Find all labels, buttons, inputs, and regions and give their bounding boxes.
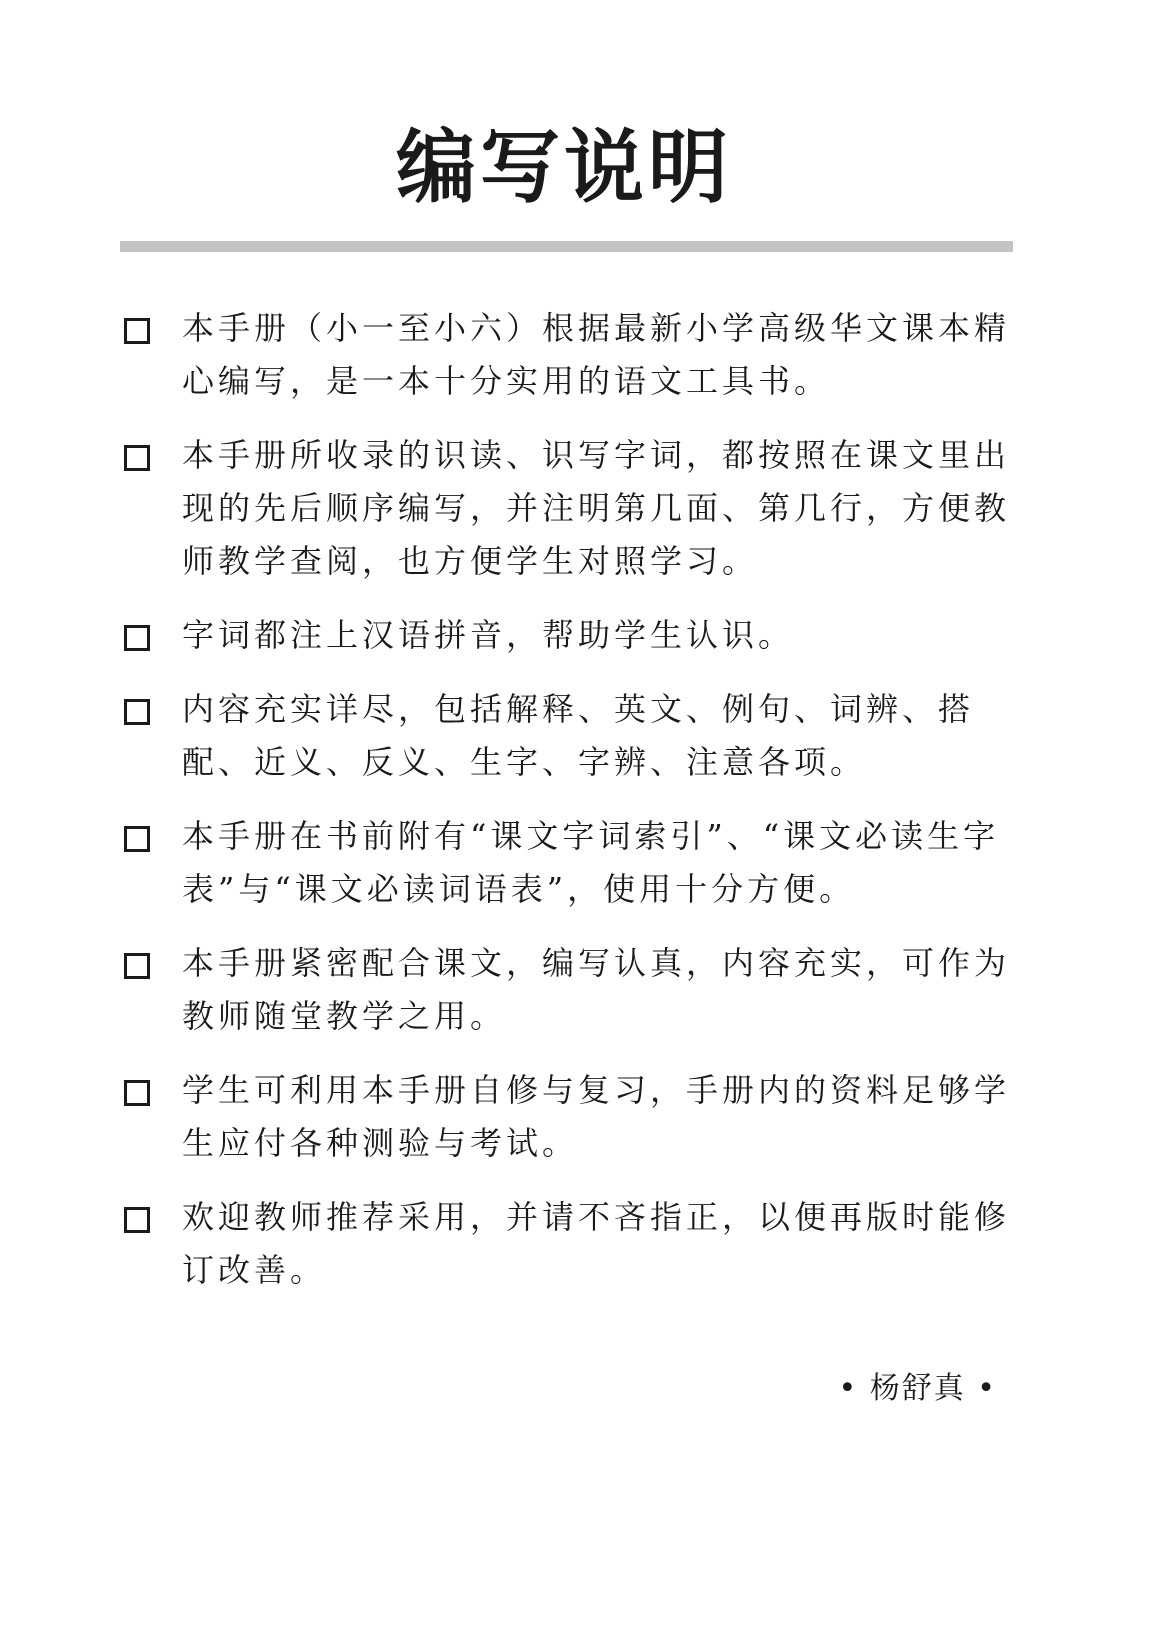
list-item-text: 欢迎教师推荐采用，并请不吝指正，以便再版时能修订改善。 (182, 1198, 1011, 1289)
list-item (120, 937, 1020, 1043)
list-item-text: 学生可利用本手册自修与复习，手册内的资料足够学生应付各种测验与考试。 (182, 1071, 1011, 1162)
checkbox-icon (124, 1207, 150, 1233)
list-item-text: 本手册所收录的识读、识写字词，都按照在课文里出现的先后顺序编写，并注明第几面、第几行，方便教师教学查阅，也方便学生对照学习。 (182, 436, 1011, 580)
list-item (120, 683, 1020, 789)
checkbox-icon (124, 318, 150, 344)
list-item (120, 1191, 1020, 1297)
checkbox-icon (124, 625, 150, 651)
notes-list (120, 302, 1020, 1318)
checkbox-icon (124, 953, 150, 979)
list-item (120, 609, 1020, 662)
list-item (120, 810, 1020, 916)
list-item (120, 429, 1020, 588)
list-item (120, 1064, 1020, 1170)
checkbox-icon (124, 445, 150, 471)
list-item-text: 字词都注上汉语拼音，帮助学生认识。 (182, 616, 795, 654)
list-item-text: 本手册（小一至小六）根据最新小学高级华文课本精心编写，是一本十分实用的语文工具书。 (182, 309, 1011, 400)
checkbox-icon (124, 826, 150, 852)
page-title: 编写说明 (396, 121, 732, 214)
author-signature: • 杨舒真 • (838, 1371, 997, 1406)
list-item-text: 本手册在书前附有“课文字词索引”、“课文必读生字表”与“课文必读词语表”，使用十分方便。 (182, 817, 1000, 908)
list-item-text: 内容充实详尽，包括解释、英文、例句、词辨、搭配、近义、反义、生字、字辨、注意各项。 (182, 690, 975, 781)
checkbox-icon (124, 1080, 150, 1106)
list-item (120, 302, 1020, 408)
checkbox-icon (124, 699, 150, 725)
list-item-text: 本手册紧密配合课文，编写认真，内容充实，可作为教师随堂教学之用。 (182, 944, 1011, 1035)
title-divider (120, 241, 1013, 252)
